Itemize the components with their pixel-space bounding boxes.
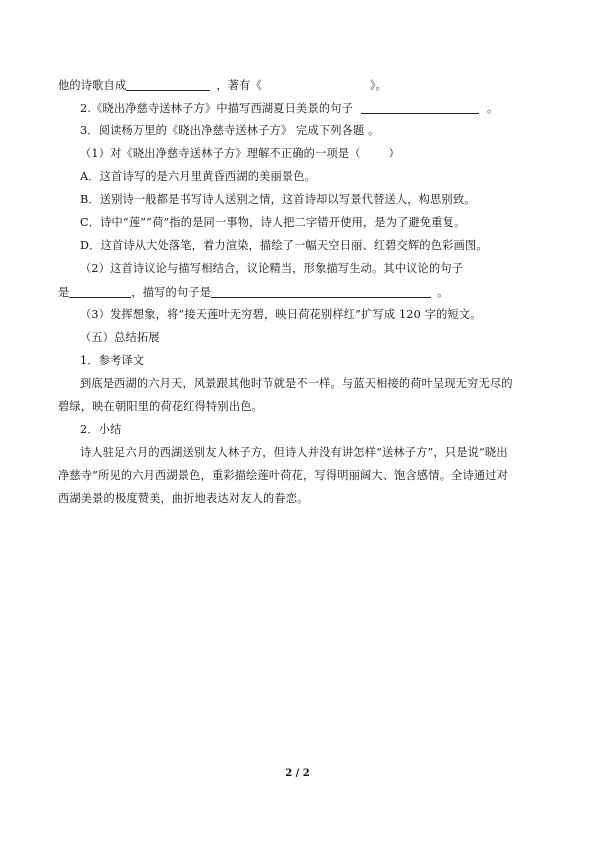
reference-translation-line-2: 碧绿，映在朝阳里的荷花红得特别出色。 xyxy=(58,400,263,413)
option-d: D．这首诗从大处落笔，着力渲染，描绘了一幅天空日丽、红碧交辉的色彩画图。 xyxy=(80,239,488,252)
answer-blank-style xyxy=(126,78,210,91)
answer-blank-q2 xyxy=(361,101,479,114)
answer-blank-description xyxy=(211,285,431,298)
question-3: 3．阅读杨万里的《晓出净慈寺送林子方》 完成下列各题 。 xyxy=(80,124,380,137)
option-c: C．诗中“莲”“荷”指的是同一事物，诗人把二字错开使用，是为了避免重复。 xyxy=(80,216,466,229)
sub-question-1: （1）对《晓出净慈寺送林子方》理解不正确的一项是（ ） xyxy=(80,147,401,160)
sub-question-2-continued: 是 ，描写的句子是 。 xyxy=(58,286,449,299)
sub-question-2: （2）这首诗议论与描写相结合，议论精当，形象描写生动。其中议论的句子 xyxy=(80,262,464,275)
summary-line-1: 诗人驻足六月的西湖送别友人林子方，但诗人并没有讲怎样“送林子方”，只是说“晓出 xyxy=(80,446,508,459)
reference-translation-line-1: 到底是西湖的六月天，风景跟其他时节就是不一样。与蓝天相接的荷叶呈现无穷无尽的 xyxy=(80,377,513,390)
section-heading-5: （五）总结拓展 xyxy=(80,331,160,344)
answer-blank-argument xyxy=(69,285,131,298)
reference-translation-heading: 1．参考译文 xyxy=(80,354,145,367)
sub-question-3: （3）发挥想象，将“接天莲叶无穷碧，映日荷花别样红”扩写成 120 字的短文。 xyxy=(80,308,482,321)
option-a: A．这首诗写的是六月里黄昏西湖的美丽景色。 xyxy=(80,170,317,183)
summary-heading: 2．小结 xyxy=(80,423,122,436)
summary-line-2: 净慈寺”所见的六月西湖景色，重彩描绘莲叶荷花，写得明丽阔大、饱含感情。全诗通过对 xyxy=(58,469,509,482)
page-number: 2 / 2 xyxy=(285,768,310,779)
option-b: B．送别诗一般都是书写诗人送别之情，这首诗却以写景代替送人，构思别致。 xyxy=(80,193,476,206)
question-2: 2.《晓出净慈寺送林子方》中描写西湖夏日美景的句子 。 xyxy=(80,102,499,115)
line-poetry-style: 他的诗歌自成 ，著有《 》。 xyxy=(58,79,388,92)
summary-line-3: 西湖美景的极度赞美，曲折地表达对友人的眷恋。 xyxy=(58,492,309,505)
